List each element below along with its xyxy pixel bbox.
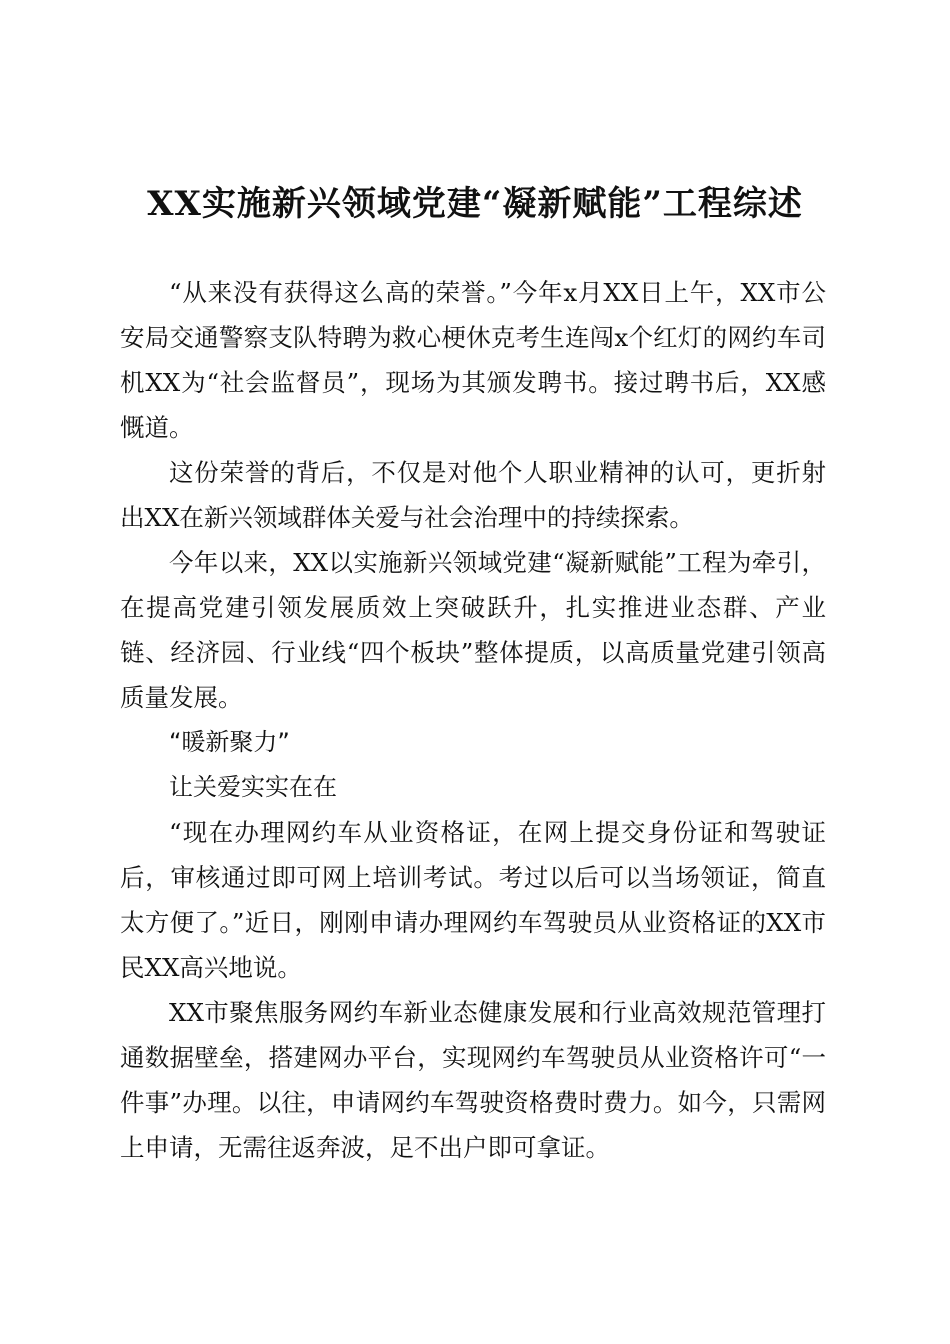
paragraph: 这份荣誉的背后，不仅是对他个人职业精神的认可，更折射出XX在新兴领域群体关爱与社会治理中的持续探索。 [120, 458, 826, 532]
document-title: XX实施新兴领域党建“凝新赋能”工程综述 [147, 184, 803, 224]
paragraph: XX市聚焦服务网约车新业态健康发展和行业高效规范管理打通数据壁垒，搭建网办平台，实现网约车驾驶员从业资格许可“一件事”办理。以往，申请网约车驾驶资格费时费力。如今，只需网上申请，无需往返奔波，足不出户即可拿证。 [120, 998, 826, 1162]
document-body [120, 270, 826, 1170]
paragraph: “从来没有获得这么高的荣誉。”今年x月XX日上午，XX市公安局交通警察支队特聘为救心梗休克考生连闯x个红灯的网约车司机XX为“社会监督员”，现场为其颁发聘书。接过聘书后，XX感慨道。 [120, 278, 826, 442]
section-subheading: 让关爱实实在在 [169, 773, 337, 801]
paragraph: 今年以来，XX以实施新兴领域党建“凝新赋能”工程为牵引，在提高党建引领发展质效上突破跃升，扎实推进业态群、产业链、经济园、行业线“四个板块”整体提质，以高质量党建引领高质量发展。 [120, 548, 826, 712]
section-heading: “暖新聚力” [169, 728, 290, 756]
paragraph: “现在办理网约车从业资格证，在网上提交身份证和驾驶证后，审核通过即可网上培训考试。考过以后可以当场领证，简直太方便了。”近日，刚刚申请办理网约车驾驶员从业资格证的XX市民XX高兴地说。 [120, 818, 826, 982]
